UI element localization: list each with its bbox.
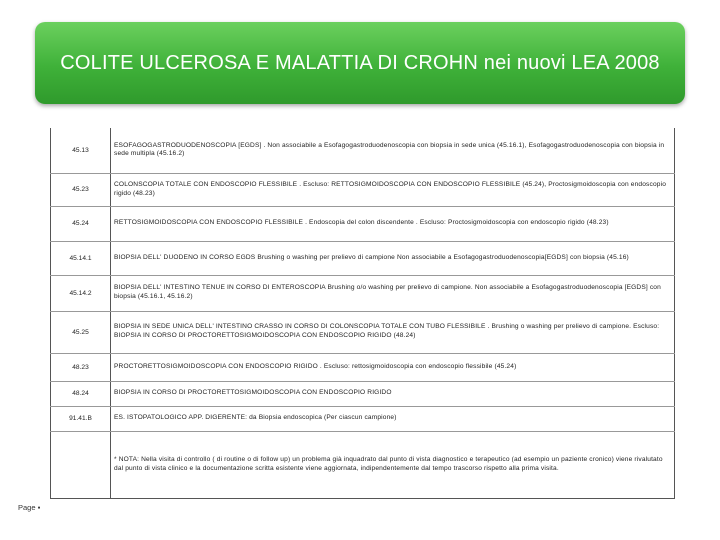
procedure-code: 45.25	[51, 311, 111, 353]
procedures-table	[50, 128, 675, 499]
slide-title: COLITE ULCEROSA E MALATTIA DI CROHN nei nuovi LEA 2008	[60, 51, 660, 74]
page-label: Page	[18, 503, 36, 512]
procedure-code: 91.41.B	[51, 406, 111, 431]
procedure-description: BIOPSIA DELL' INTESTINO TENUE IN CORSO DI ENTEROSCOPIA Brushing o/o washing per prelievo di campione. Non associabile a Esofagogastroduodenoscopia [EGDS] con biopsia (45.16.1, 45.16.2)	[111, 275, 675, 311]
table-row	[51, 381, 675, 406]
table-row	[51, 128, 675, 173]
procedure-code: 45.14.2	[51, 275, 111, 311]
procedure-description: BIOPSIA IN SEDE UNICA DELL' INTESTINO CRASSO IN CORSO DI COLONSCOPIA TOTALE CON TUBO FLESSIBILE . Brushing o washing per prelievo di campione. Escluso: BIOPSIA IN CORSO DI PROCTORETTOSIGMOIDOSCOPIA CON ENDOSCOPIO RIGIDO (48.24)	[111, 311, 675, 353]
procedure-code: 45.24	[51, 206, 111, 241]
table-row	[51, 241, 675, 275]
procedure-description: PROCTORETTOSIGMOIDOSCOPIA CON ENDOSCOPIO RIGIDO . Escluso: rettosigmoidoscopia con endoscopio flessibile (45.24)	[111, 353, 675, 381]
procedure-code: 45.13	[51, 128, 111, 173]
table-row	[51, 173, 675, 206]
procedure-description: RETTOSIGMOIDOSCOPIA CON ENDOSCOPIO FLESSIBILE . Endoscopia del colon discendente . Escluso: Proctosigmoidoscopia con endoscopio rigido (48.23)	[111, 206, 675, 241]
note-text: * NOTA: Nella visita di controllo ( di routine o di follow up) un problema già inquadrato dal punto di vista diagnostico e terapeutico (ad esempio un paziente cronico) viene rivalutato dal punto di vista clinico e la documentazione scritta esistente viene aggiornata, indipendentemente dal tempo trascorso rispetto alla prima visita.	[111, 431, 675, 498]
procedure-code: 45.14.1	[51, 241, 111, 275]
table-row	[51, 353, 675, 381]
procedure-code: 48.23	[51, 353, 111, 381]
procedure-description: BIOPSIA IN CORSO DI PROCTORETTOSIGMOIDOSCOPIA CON ENDOSCOPIO RIGIDO	[111, 381, 675, 406]
table-row-note	[51, 431, 675, 498]
procedure-description: BIOPSIA DELL' DUODENO IN CORSO EGDS Brushing o washing per prelievo di campione Non associabile a Esofagogastroduodenoscopia[EGDS] con biopsia (45.16)	[111, 241, 675, 275]
table-row	[51, 406, 675, 431]
procedure-description: ESOFAGOGASTRODUODENOSCOPIA [EGDS] . Non associabile a Esofagogastroduodenoscopia con biopsia in sede unica (45.16.1), Esofagogastroduodenoscopia con biopsia in sede multipla (45.16.2)	[111, 128, 675, 173]
procedure-code: 45.23	[51, 173, 111, 206]
table-row	[51, 206, 675, 241]
procedure-description: COLONSCOPIA TOTALE CON ENDOSCOPIO FLESSIBILE . Escluso: RETTOSIGMOIDOSCOPIA CON ENDOSCOPIO FLESSIBILE (45.24), Proctosigmoidoscopia con endoscopio rigido (48.23)	[111, 173, 675, 206]
table-row	[51, 275, 675, 311]
procedure-code: 48.24	[51, 381, 111, 406]
procedure-code	[51, 431, 111, 498]
procedure-description: ES. ISTOPATOLOGICO APP. DIGERENTE: da Biopsia endoscopica (Per ciascun campione)	[111, 406, 675, 431]
page-number-bullet: ▪	[37, 503, 41, 512]
title-banner	[35, 22, 685, 104]
table-row	[51, 311, 675, 353]
lea-procedures-table	[50, 128, 675, 499]
page-footer	[18, 503, 40, 512]
